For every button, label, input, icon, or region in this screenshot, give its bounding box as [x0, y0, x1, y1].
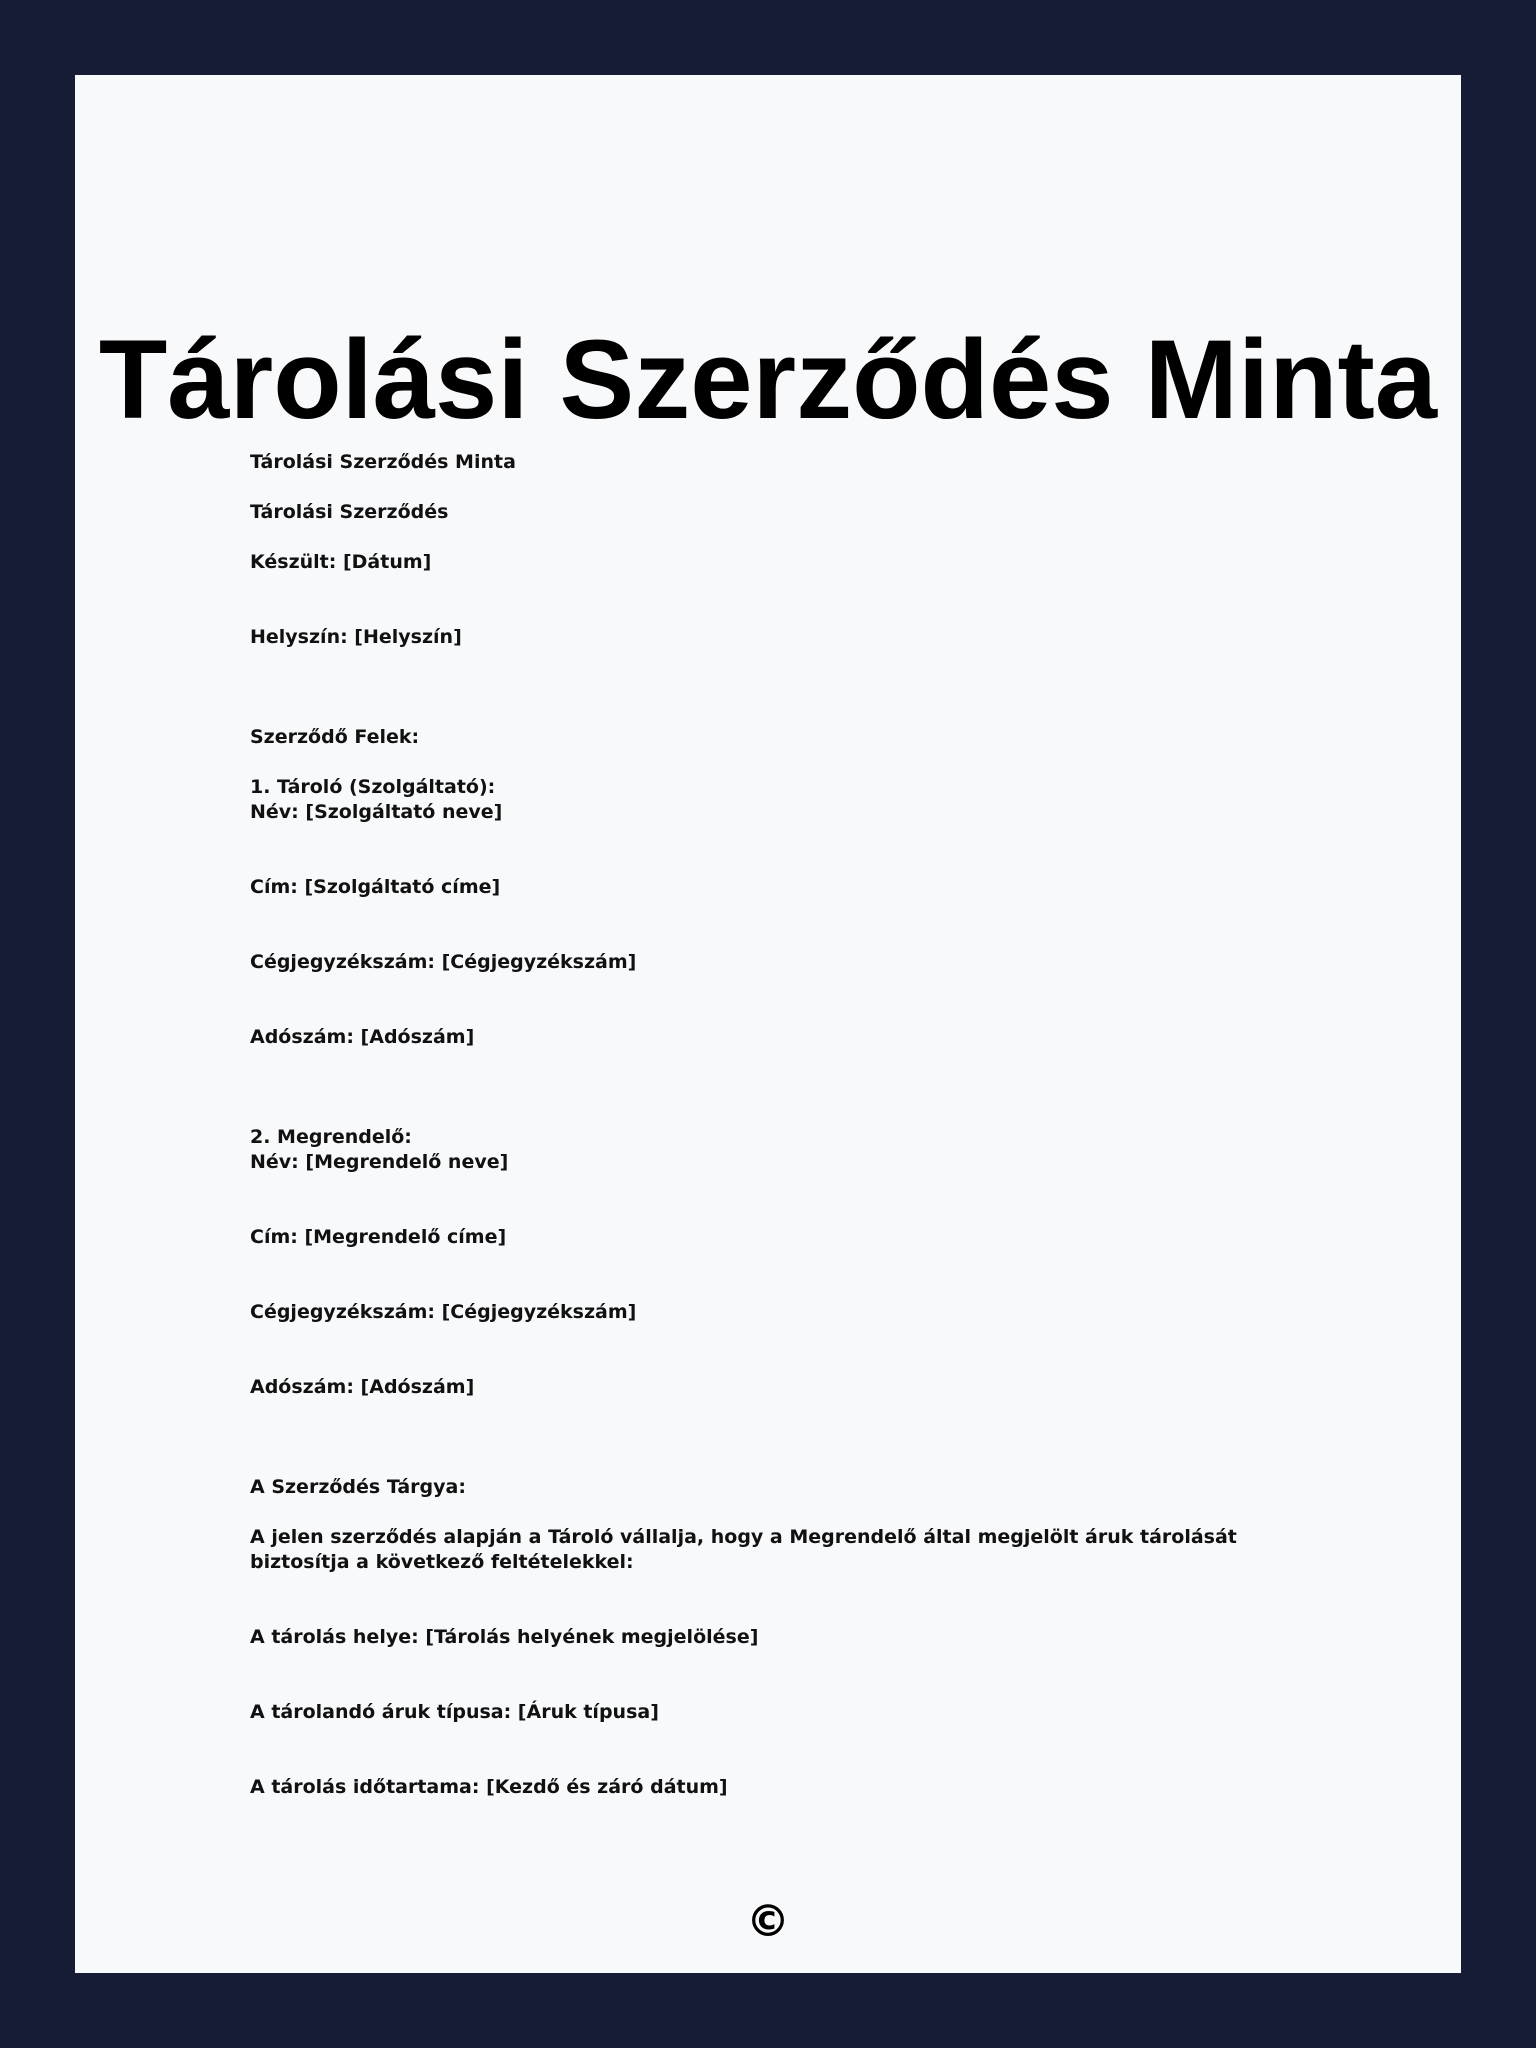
provider-heading: 1. Tároló (Szolgáltató):	[250, 776, 496, 798]
location-line: Helyszín: [Helyszín]	[250, 626, 462, 648]
goods-type: A tárolandó áruk típusa: [Áruk típusa]	[250, 1701, 659, 1723]
parties-heading: Szerződő Felek:	[250, 726, 420, 748]
provider-tax-number: Adószám: [Adószám]	[250, 1026, 475, 1048]
copyright-icon: ©	[746, 1896, 790, 1947]
provider-address: Cím: [Szolgáltató címe]	[250, 876, 501, 898]
subject-heading: A Szerződés Tárgya:	[250, 1476, 466, 1498]
storage-location: A tárolás helye: [Tárolás helyének megjelölése]	[250, 1626, 759, 1648]
subject-paragraph: A jelen szerződés alapján a Tároló vállalja, hogy a Megrendelő által megjelölt áruk tárolását biztosítja a következő feltételekkel:	[250, 1526, 1244, 1573]
subtitle-line: Tárolási Szerződés Minta	[250, 451, 516, 473]
document-body	[250, 450, 1310, 1800]
provider-registration: Cégjegyzékszám: [Cégjegyzékszám]	[250, 951, 637, 973]
storage-duration: A tárolás időtartama: [Kezdő és záró dátum]	[250, 1776, 728, 1798]
customer-address: Cím: [Megrendelő címe]	[250, 1226, 507, 1248]
provider-name: Név: [Szolgáltató neve]	[250, 801, 503, 823]
document-title: Tárolási Szerződés Minta	[98, 317, 1438, 442]
customer-heading: 2. Megrendelő:	[250, 1126, 412, 1148]
document-page	[75, 75, 1461, 1973]
customer-tax-number: Adószám: [Adószám]	[250, 1376, 475, 1398]
customer-registration: Cégjegyzékszám: [Cégjegyzékszám]	[250, 1301, 637, 1323]
date-line: Készült: [Dátum]	[250, 551, 432, 573]
customer-name: Név: [Megrendelő neve]	[250, 1151, 509, 1173]
contract-heading: Tárolási Szerződés	[250, 501, 449, 523]
